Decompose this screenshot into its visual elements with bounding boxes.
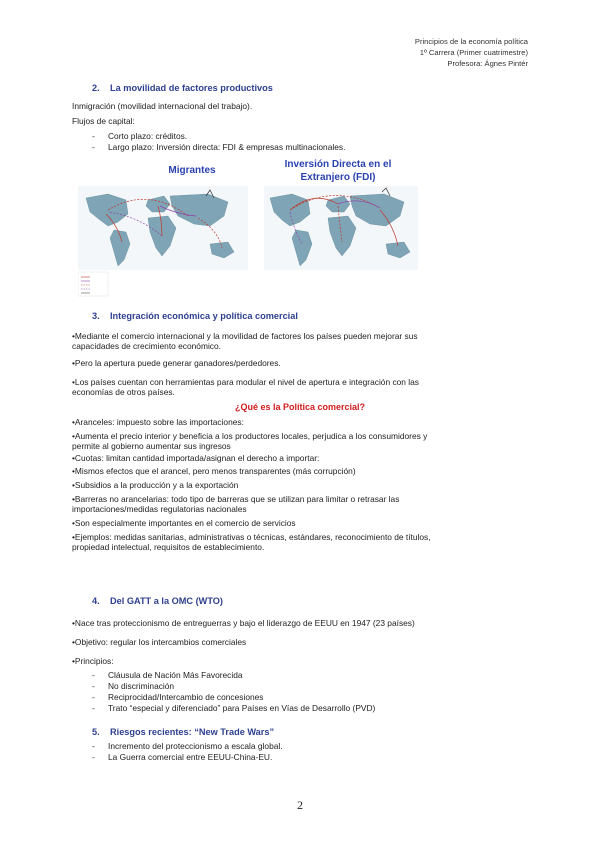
s4-paragraph-2: •Objetivo: regular los intercambios comerciales <box>72 637 247 647</box>
s4-list-item: - Trato “especial y diferenciado” para Países en Vías de Desarrollo (PVD) <box>92 703 376 713</box>
migrants-map-title: Migrantes <box>168 165 216 176</box>
s5-list-item: - Incremento del proteccionismo a escala global. <box>92 741 283 751</box>
fdi-map-title: Inversión Directa en el Extranjero (FDI) <box>284 159 392 183</box>
header-term: 1º Carrera (Primer cuatrimestre) <box>419 48 528 57</box>
section-3-heading <box>92 311 298 321</box>
s3-policy-bullet: •Son especialmente importantes en el comercio de servicios <box>72 518 296 528</box>
s3-policy-bullet: •Aranceles: impuesto sobre las importaciones: <box>72 417 244 427</box>
section-3-title: Integración económica y política comercial <box>110 311 298 321</box>
s4-list-item: - No discriminación <box>92 681 175 691</box>
s3-policy-bullet: •Ejemplos: medidas sanitarias, administrativas o técnicas, estándares, reconocimiento de títulos, propiedad intelectual, requisitos de establecimiento. <box>72 532 431 552</box>
section-3-number: 3. <box>92 311 100 321</box>
header-course: Principios de la economía política <box>414 37 528 46</box>
s4-list-item: - Cláusula de Nación Más Favorecida <box>92 670 243 680</box>
section-5-number: 5. <box>92 727 100 737</box>
trade-policy-question: ¿Qué es la Política comercial? <box>234 402 366 412</box>
s3-policy-bullet: •Cuotas: limitan cantidad importada/asignan el derecho a importar: <box>72 453 320 463</box>
s3-bullet-2: •Pero la apertura puede generar ganadores/perdedores. <box>72 358 281 368</box>
section-2-heading <box>92 83 273 93</box>
section-4-title: Del GATT a la OMC (WTO) <box>110 596 223 606</box>
legend-box <box>78 272 108 296</box>
section-2-title: La movilidad de factores productivos <box>110 83 273 93</box>
s2-paragraph-1: Inmigración (movilidad internacional del trabajo). <box>72 101 253 111</box>
s4-paragraph-1: •Nace tras proteccionismo de entreguerras y bajo el liderazgo de EEUU en 1947 (23 países) <box>72 618 415 628</box>
s4-list-item: - Reciprocidad/Intercambio de concesiones <box>92 692 264 702</box>
section-5-heading <box>92 727 274 737</box>
s2-list-item: - Largo plazo: Inversión directa: FDI & empresas multinacionales. <box>92 142 346 152</box>
page-header <box>415 36 528 69</box>
page-number: 2 <box>297 798 303 812</box>
section-4-heading <box>92 596 223 606</box>
s3-policy-bullet: •Barreras no arancelarias: todo tipo de barreras que se utilizan para limitar o retrasar las importaciones/medidas regulatorias nacionales <box>72 494 400 514</box>
migrants-world-map <box>78 186 248 298</box>
s3-policy-bullet: •Aumenta el precio interior y beneficia a los productores locales, perjudica a los consumidores y permite al gobierno aumentar sus ingresos <box>72 431 428 451</box>
s3-bullet-3: •Los países cuentan con herramientas para modular el nivel de apertura e integración con las economías de otros países. <box>72 377 419 397</box>
s3-bullet-1: •Mediante el comercio internacional y la movilidad de factores los países pueden mejorar sus capacidades de crecimiento económico. <box>72 331 418 351</box>
s3-policy-bullet: •Subsidios a la producción y a la exportación <box>72 480 239 490</box>
section-4-number: 4. <box>92 596 100 606</box>
header-professor: Profesora: Ágnes Pintér <box>447 59 528 68</box>
s3-policy-bullet: •Mismos efectos que el arancel, pero menos transparentes (más corrupción) <box>72 466 356 476</box>
s2-paragraph-2: Flujos de capital: <box>72 116 135 126</box>
map-legend <box>78 272 108 296</box>
fdi-world-map <box>264 186 418 270</box>
s4-paragraph-3: •Principios: <box>72 656 114 666</box>
s2-list-item: - Corto plazo: créditos. <box>92 131 188 141</box>
section-2-number: 2. <box>92 83 100 93</box>
s5-list-item: - La Guerra comercial entre EEUU-China-EU. <box>92 752 273 762</box>
section-5-title: Riesgos recientes: “New Trade Wars” <box>110 727 275 737</box>
